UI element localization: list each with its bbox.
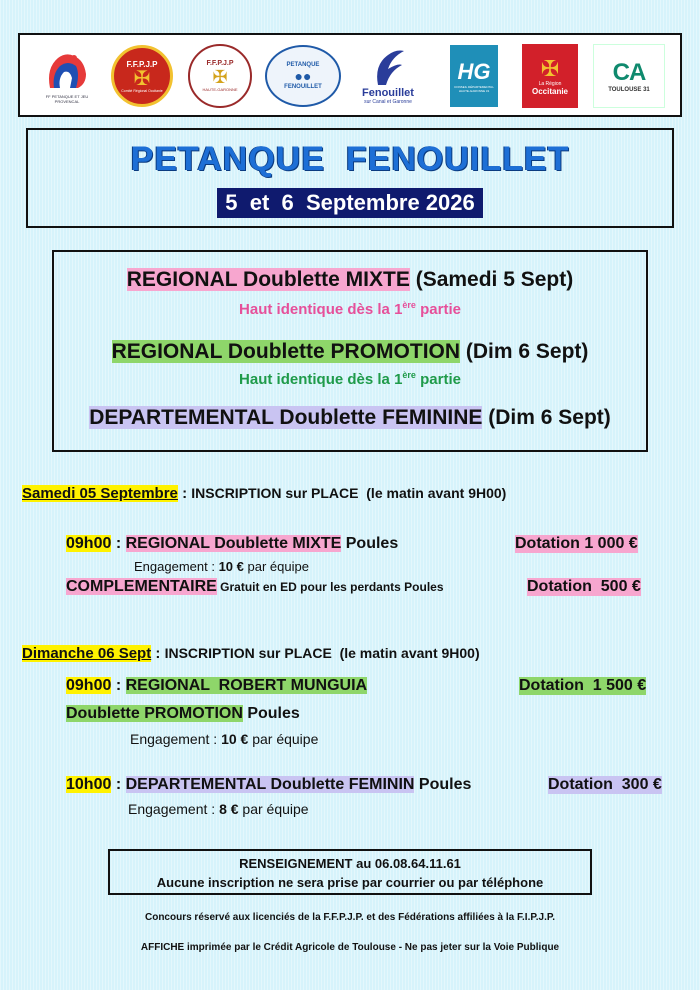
sup-text: ère (402, 370, 416, 380)
saturday-dotation: Dotation 1 000 € (515, 535, 638, 552)
logo-sub: HAUTE-GARONNE (202, 87, 238, 92)
logo-text: CA (612, 59, 646, 86)
info-phone: RENSEIGNEMENT au 06.08.64.11.61 (239, 856, 461, 871)
petanque-badge (265, 45, 341, 107)
logo-text: La Région (538, 80, 562, 87)
ffpjp-tricolor-logo (36, 44, 98, 108)
saturday-engagement (134, 559, 309, 574)
page-title: PETANQUE FENOUILLET (130, 140, 570, 178)
sunday-header (22, 645, 480, 662)
engagement-amount: 10 € (221, 731, 249, 747)
time-0900: 09h00 (66, 535, 112, 552)
engagement-amount: 10 € (218, 559, 244, 574)
engagement-amount: 8 € (219, 801, 239, 817)
time-1000: 10h00 (66, 776, 112, 793)
title-box (26, 128, 674, 228)
logo-text: Fenouillet (362, 87, 414, 99)
logo-sub: FENOUILLET (284, 84, 322, 90)
footer-print-note: AFFICHE imprimée par le Crédit Agricole de Toulouse - Ne pas jeter sur la Voie Publique (140, 942, 560, 953)
sunday-munguia-row (66, 677, 367, 695)
cross-icon: ✠ (212, 67, 228, 87)
logo-sub: Comité Régional Occitanie (121, 88, 163, 93)
logo-caption: FF PETANQUE ET JEU PROVENCAL (45, 94, 89, 104)
event-dates: 5 et 6 Septembre 2026 (217, 188, 482, 218)
ffpjp-hg-badge (188, 44, 252, 108)
event-mixte-label: REGIONAL Doublette MIXTE (126, 268, 410, 291)
ca-badge (593, 44, 665, 108)
cross-icon: ✠ (133, 67, 151, 90)
logo-text: F.F.P.J.P (206, 60, 234, 67)
logo-sub: sur Canal et Garonne (364, 99, 412, 105)
occitan-cross-icon: ✠ (540, 55, 560, 81)
engagement-suffix: par équipe (248, 731, 319, 747)
comp-dotation: Dotation 500 € (527, 578, 641, 595)
sunday-engagement-1 (130, 731, 318, 747)
haute-garonne-logo (446, 44, 502, 108)
boules-icon: ●● (294, 68, 312, 84)
sunday-dotation-1500: Dotation 1 500 € (519, 677, 647, 694)
ffpjp-occitanie-badge (111, 45, 173, 107)
engagement-label: Engagement : (128, 801, 220, 817)
saturday-mixte-row (66, 535, 398, 553)
event-promotion-date: (Dim 6 Sept) (465, 340, 589, 363)
sunday-feminin-row (66, 776, 471, 794)
saturday-day: Samedi 05 Septembre (22, 485, 178, 502)
credit-agricole-logo (592, 44, 666, 108)
fenouillet-swoosh-icon (370, 47, 406, 87)
engagement-label: Engagement : (130, 731, 222, 747)
sunday-day: Dimanche 06 Sept (22, 645, 152, 662)
sunday-dotation-300: Dotation 300 € (548, 776, 662, 793)
event-mixte-date: (Samedi 5 Sept) (415, 268, 574, 291)
format-poules: Poules (341, 535, 399, 552)
ffpjp-haute-garonne-logo (184, 44, 256, 108)
sup-text: ère (402, 300, 416, 310)
saturday-event: REGIONAL Doublette MIXTE (125, 535, 342, 552)
petanque-fenouillet-logo (264, 44, 342, 108)
event-promotion-label: REGIONAL Doublette PROMOTION (111, 340, 461, 363)
format-poules: Poules (414, 776, 472, 793)
note-suffix: partie (415, 371, 461, 388)
time-0900: 09h00 (66, 677, 112, 694)
logo-text: HG (457, 59, 491, 84)
sunday-event-feminin: DEPARTEMENTAL Doublette FEMININ (125, 776, 415, 793)
region-occitanie-logo (520, 44, 580, 108)
separator: : (111, 677, 126, 694)
comp-label: COMPLEMENTAIRE (66, 578, 217, 595)
footer-licence-note: Concours réservé aux licenciés de la F.F.P.J.P. et des Fédérations affiliées à la F.I.P.J.P. (144, 912, 556, 923)
sunday-promotion-row (66, 705, 300, 723)
promotion-label: Doublette PROMOTION (66, 705, 243, 722)
saturday-comp-row (66, 578, 444, 596)
sunday-engagement-2 (128, 801, 309, 817)
info-box (108, 849, 592, 895)
rooster-icon (40, 48, 94, 94)
separator: : (111, 776, 126, 793)
engagement-suffix: par équipe (243, 559, 309, 574)
format-poules: Poules (242, 705, 300, 722)
logo-sub: CONSEIL DÉPARTEMENTAL HAUTE-GARONNE 31 (454, 85, 494, 93)
events-box (52, 250, 648, 452)
logo-text: PETANQUE (286, 62, 320, 68)
separator: : (111, 535, 126, 552)
logo-sub: TOULOUSE 31 (608, 87, 650, 93)
sunday-inscription: INSCRIPTION sur PLACE (le matin avant 9H00) (164, 645, 480, 661)
sunday-event-munguia: REGIONAL ROBERT MUNGUIA (125, 677, 368, 694)
logo-text: F.F.P.J.P (126, 59, 158, 69)
engagement-suffix: par équipe (238, 801, 309, 817)
event-mixte-note: Haut identique dès la 1 (239, 301, 403, 318)
occitanie-badge (522, 44, 578, 108)
logo-sub: Occitanie (531, 86, 568, 96)
event-promotion-note: Haut identique dès la 1 (239, 371, 403, 388)
ffpjp-occitanie-logo (106, 44, 178, 108)
event-feminine-label: DEPARTEMENTAL Doublette FEMININE (89, 406, 483, 429)
colon: : (177, 485, 188, 502)
saturday-inscription: INSCRIPTION sur PLACE (le matin avant 9H00) (191, 485, 507, 501)
hg-badge (450, 45, 498, 107)
comp-desc: Gratuit en ED pour les perdants Poules (216, 580, 444, 594)
fenouillet-city-logo (350, 44, 426, 108)
saturday-header (22, 485, 506, 502)
event-feminine-date: (Dim 6 Sept) (488, 406, 611, 429)
note-suffix: partie (415, 301, 461, 318)
info-no-mail: Aucune inscription ne sera prise par courrier ou par téléphone (156, 875, 544, 890)
colon: : (151, 645, 161, 662)
engagement-label: Engagement : (134, 559, 219, 574)
